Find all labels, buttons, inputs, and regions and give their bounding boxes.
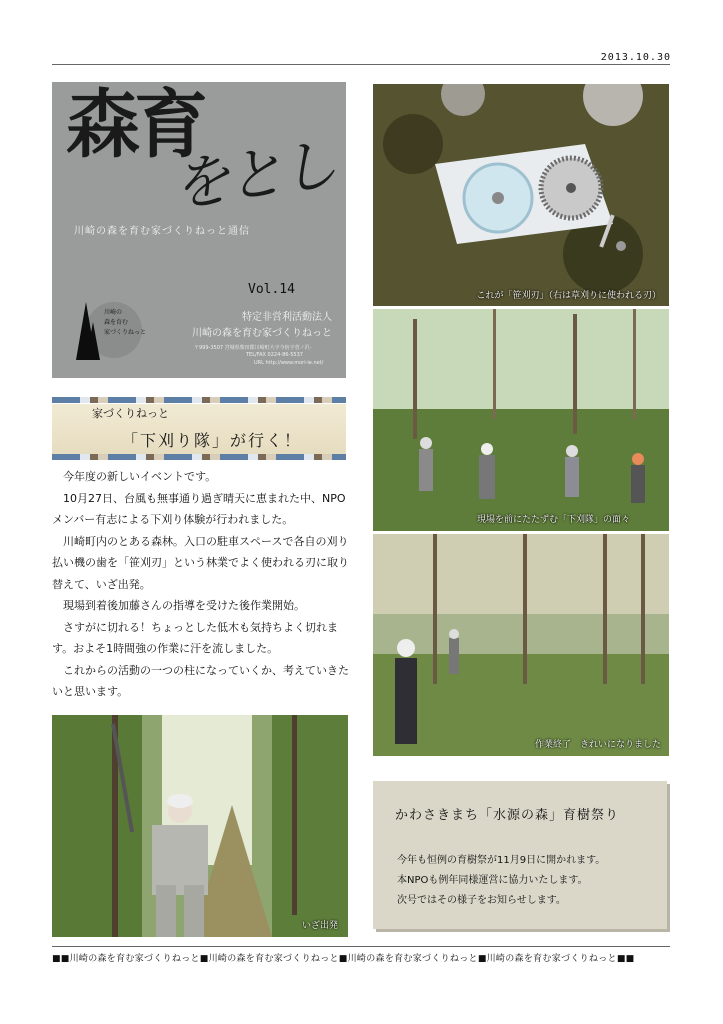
decor-stripe-bottom: [52, 454, 346, 460]
article-body: [52, 466, 350, 703]
photo-caption: 作業終了 きれいになりました: [534, 740, 661, 750]
org-type: 特定非営利活動法人: [242, 312, 332, 323]
article-paragraph: 10月27日、台風も無事通り過ぎ晴天に恵まれた中、NPOメンバー有志による下刈り体験が行われました。: [52, 491, 346, 526]
event-line: 本NPOも例年同様運営に協力いたします。: [397, 875, 588, 886]
photo-after-work: [373, 534, 669, 756]
article-paragraph: 今年度の新しいイベントです。: [63, 470, 217, 483]
header-divider: [52, 64, 670, 65]
masthead-title: 森育: [66, 82, 202, 168]
phone-line: TEL/FAX 0224-86-5537: [246, 352, 303, 358]
photo-caption: いざ出発: [301, 921, 338, 931]
worker-image: [52, 715, 348, 937]
photo-caption: これが「笹刈刃」（右は草刈りに使われる刃）: [476, 291, 661, 301]
footer-divider: [52, 946, 670, 947]
footer-banner: ■■川崎の森を育む家づくりねっと■川崎の森を育む家づくりねっと■川崎の森を育む家づくりねっと■川崎の森を育む家づくりねっと■■: [52, 954, 635, 964]
article-kicker: 家づくりねっと: [92, 407, 169, 420]
article-paragraph: これからの活動の一つの柱になっていくか、考えていきたいと思います。: [52, 663, 349, 698]
masthead-script-title: をとし: [168, 130, 338, 220]
article-paragraph: さすがに切れる！ちょっとした低木も気持ちよく切れます。およそ1時間強の作業に汗を流しました。: [52, 620, 338, 655]
event-title: かわさきまち「水源の森」育樹祭り: [395, 808, 620, 823]
photo-departure: [52, 715, 348, 937]
logo-text-3: 家づくりねっと: [104, 329, 147, 336]
photo-saw-blades: [373, 84, 669, 306]
event-notice: [373, 781, 667, 929]
saw-blades-image: [373, 84, 669, 306]
article-headline: 「下刈り隊」が行く！: [122, 431, 303, 450]
decor-stripe-top: [52, 397, 346, 403]
logo-text-1: 川崎の: [104, 309, 123, 316]
article-paragraph: 川崎町内のとある森林。入口の駐車スペースで各自の刈り払い機の歯を「笹刈刃」という林業でよく使われる刃に取り替えて、いざ出発。: [52, 534, 349, 591]
forest-cleared-image: [373, 534, 669, 756]
photo-crew: [373, 309, 669, 531]
logo-text-2: 森を育む: [104, 319, 129, 326]
volume-number: Vol.14: [248, 282, 295, 297]
event-line: 今年も恒例の育樹祭が11月9日に開かれます。: [397, 855, 606, 866]
org-logo: [62, 292, 182, 362]
address-line: 〒999-3507 宮城県柴田郡川崎町大字今宿字菅ノ沢-: [194, 345, 312, 351]
org-name: 川崎の森を育む家づくりねっと: [192, 328, 332, 339]
masthead-subtitle: 川崎の森を育む家づくりねっと通信: [74, 226, 250, 237]
issue-date: 2013.10.30: [600, 52, 671, 63]
photo-caption: 現場を前にたたずむ「下刈隊」の面々: [477, 515, 631, 525]
masthead: [52, 82, 346, 378]
article-paragraph: 現場到着後加藤さんの指導を受けた後作業開始。: [63, 599, 305, 612]
crew-image: [373, 309, 669, 531]
event-line: 次号ではその様子をお知らせします。: [397, 895, 566, 906]
url-line: URL http://www.mori-ie.net/: [254, 360, 324, 366]
